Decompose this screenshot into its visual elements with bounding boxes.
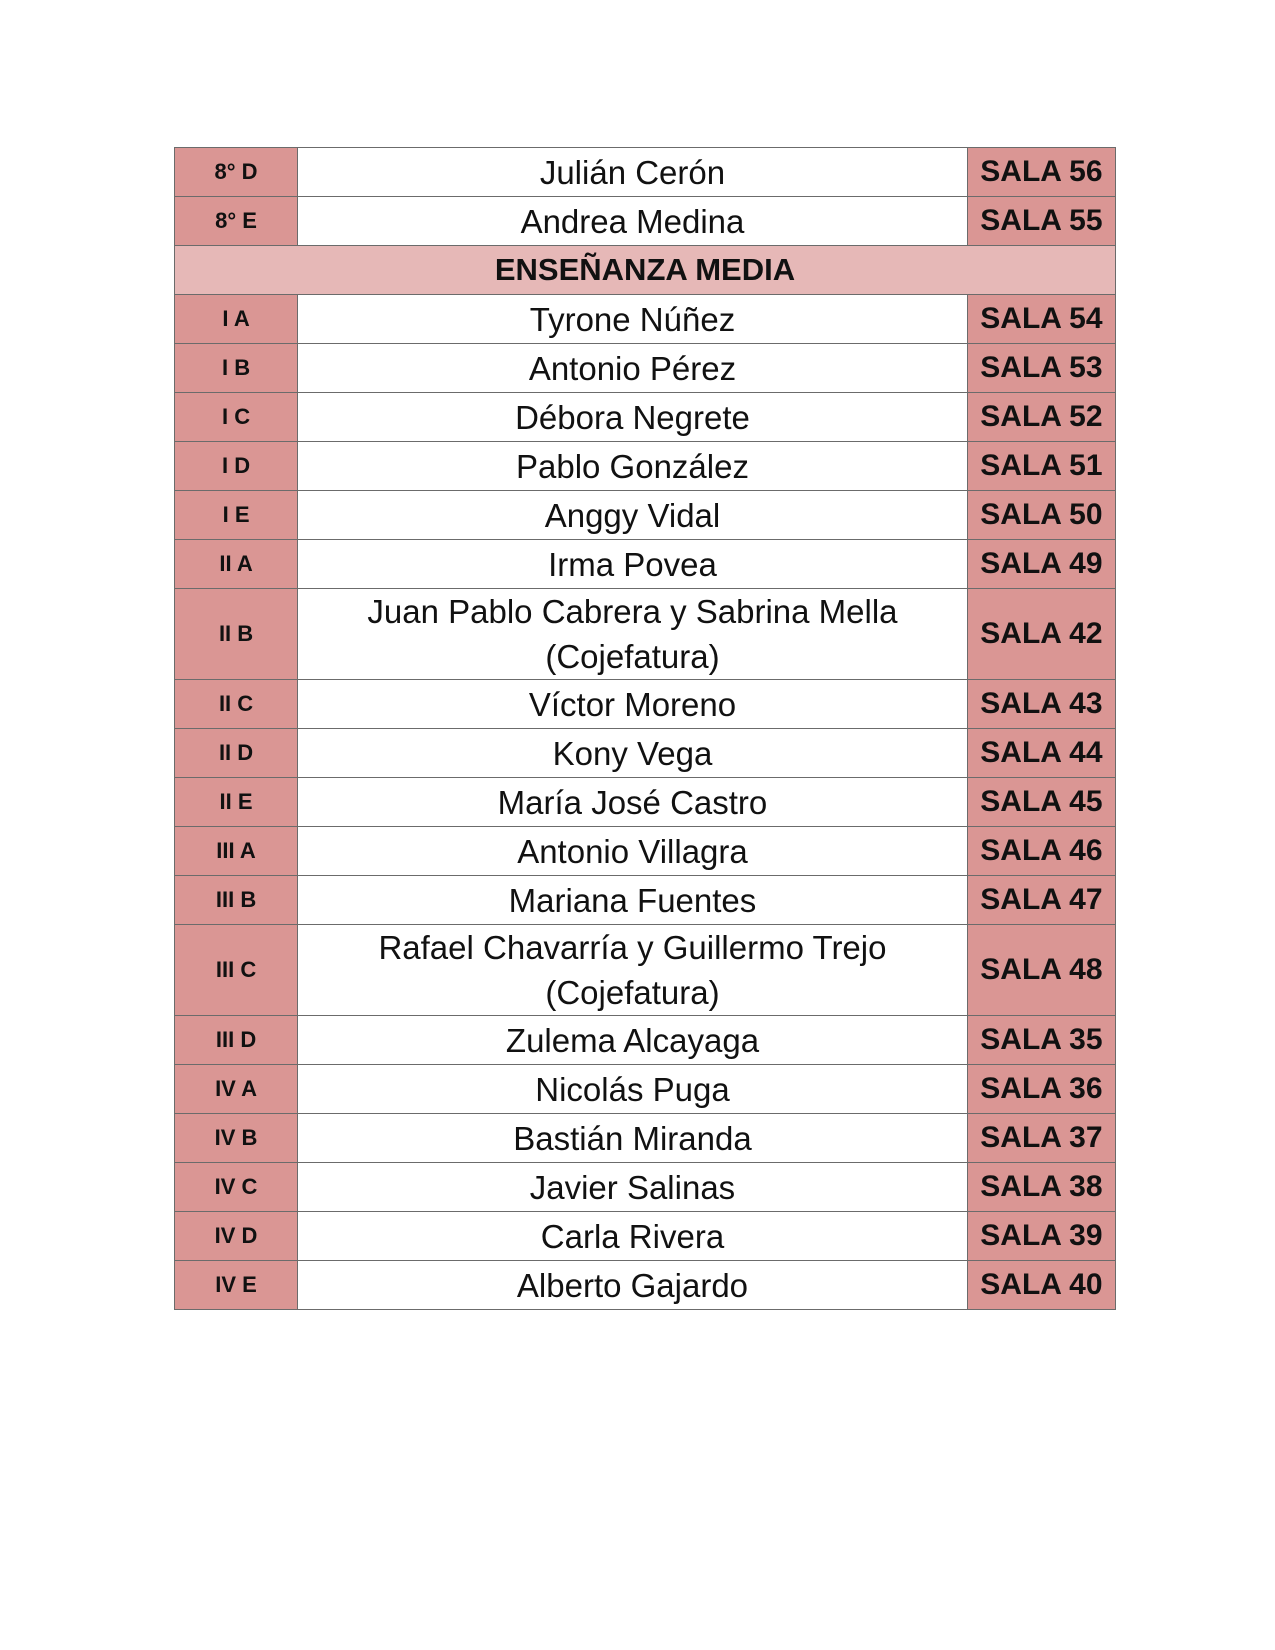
table-row bbox=[175, 393, 1116, 442]
room-cell: SALA 46 bbox=[967, 827, 1115, 876]
teacher-cell: Mariana Fuentes bbox=[298, 876, 968, 925]
course-cell: III D bbox=[175, 1016, 298, 1065]
room-cell: SALA 55 bbox=[967, 197, 1115, 246]
course-cell: II C bbox=[175, 680, 298, 729]
table-row bbox=[175, 778, 1116, 827]
teacher-cell: Bastián Miranda bbox=[298, 1114, 968, 1163]
room-cell: SALA 49 bbox=[967, 540, 1115, 589]
course-cell: II B bbox=[175, 589, 298, 680]
teacher-room-table bbox=[174, 147, 1116, 1310]
room-cell: SALA 39 bbox=[967, 1212, 1115, 1261]
course-cell: III A bbox=[175, 827, 298, 876]
table-row bbox=[175, 729, 1116, 778]
teacher-cell: Víctor Moreno bbox=[298, 680, 968, 729]
teacher-cell: Alberto Gajardo bbox=[298, 1261, 968, 1310]
table-row bbox=[175, 1016, 1116, 1065]
teacher-cell: Andrea Medina bbox=[298, 197, 968, 246]
course-cell: II D bbox=[175, 729, 298, 778]
table-row bbox=[175, 491, 1116, 540]
teacher-cell bbox=[298, 589, 968, 680]
section-title: ENSEÑANZA MEDIA bbox=[175, 246, 1116, 295]
course-cell: I C bbox=[175, 393, 298, 442]
course-cell: IV B bbox=[175, 1114, 298, 1163]
course-cell: 8° E bbox=[175, 197, 298, 246]
course-cell: III B bbox=[175, 876, 298, 925]
table-row bbox=[175, 1212, 1116, 1261]
room-cell: SALA 38 bbox=[967, 1163, 1115, 1212]
room-cell: SALA 37 bbox=[967, 1114, 1115, 1163]
course-cell: I A bbox=[175, 295, 298, 344]
room-cell: SALA 53 bbox=[967, 344, 1115, 393]
room-cell: SALA 56 bbox=[967, 148, 1115, 197]
table-row bbox=[175, 1261, 1116, 1310]
course-cell: I E bbox=[175, 491, 298, 540]
room-cell: SALA 40 bbox=[967, 1261, 1115, 1310]
teacher-cell: Javier Salinas bbox=[298, 1163, 968, 1212]
table-row bbox=[175, 442, 1116, 491]
room-cell: SALA 35 bbox=[967, 1016, 1115, 1065]
table-row bbox=[175, 295, 1116, 344]
teacher-cell bbox=[298, 925, 968, 1016]
teacher-cell: Anggy Vidal bbox=[298, 491, 968, 540]
course-cell: IV A bbox=[175, 1065, 298, 1114]
room-cell: SALA 45 bbox=[967, 778, 1115, 827]
table-row bbox=[175, 1114, 1116, 1163]
course-cell: 8° D bbox=[175, 148, 298, 197]
teacher-cell: Nicolás Puga bbox=[298, 1065, 968, 1114]
course-cell: II A bbox=[175, 540, 298, 589]
teacher-cell: Antonio Villagra bbox=[298, 827, 968, 876]
table-row bbox=[175, 344, 1116, 393]
teacher-cell: Pablo González bbox=[298, 442, 968, 491]
course-cell: IV D bbox=[175, 1212, 298, 1261]
room-cell: SALA 44 bbox=[967, 729, 1115, 778]
table-body bbox=[175, 148, 1116, 1310]
teacher-note-line: (Cojefatura) bbox=[545, 974, 720, 1011]
teacher-cell: Carla Rivera bbox=[298, 1212, 968, 1261]
course-cell: I D bbox=[175, 442, 298, 491]
table-row bbox=[175, 876, 1116, 925]
teacher-cell: María José Castro bbox=[298, 778, 968, 827]
room-cell: SALA 47 bbox=[967, 876, 1115, 925]
course-cell: III C bbox=[175, 925, 298, 1016]
teacher-name-line: Rafael Chavarría y Guillermo Trejo bbox=[378, 929, 887, 966]
table-row bbox=[175, 680, 1116, 729]
teacher-cell: Julián Cerón bbox=[298, 148, 968, 197]
course-cell: IV C bbox=[175, 1163, 298, 1212]
room-cell: SALA 50 bbox=[967, 491, 1115, 540]
room-cell: SALA 36 bbox=[967, 1065, 1115, 1114]
section-header-row bbox=[175, 246, 1116, 295]
room-cell: SALA 43 bbox=[967, 680, 1115, 729]
table-row bbox=[175, 589, 1116, 680]
room-cell: SALA 52 bbox=[967, 393, 1115, 442]
teacher-note-line: (Cojefatura) bbox=[545, 638, 720, 675]
teacher-cell: Tyrone Núñez bbox=[298, 295, 968, 344]
room-cell: SALA 48 bbox=[967, 925, 1115, 1016]
teacher-cell: Antonio Pérez bbox=[298, 344, 968, 393]
course-cell: IV E bbox=[175, 1261, 298, 1310]
teacher-cell: Débora Negrete bbox=[298, 393, 968, 442]
teacher-name-line: Juan Pablo Cabrera y Sabrina Mella bbox=[367, 593, 898, 630]
table-row bbox=[175, 540, 1116, 589]
course-cell: I B bbox=[175, 344, 298, 393]
room-cell: SALA 42 bbox=[967, 589, 1115, 680]
table-row bbox=[175, 197, 1116, 246]
table-row bbox=[175, 148, 1116, 197]
table-row bbox=[175, 1065, 1116, 1114]
table-row bbox=[175, 827, 1116, 876]
course-cell: II E bbox=[175, 778, 298, 827]
table-row bbox=[175, 925, 1116, 1016]
room-cell: SALA 54 bbox=[967, 295, 1115, 344]
teacher-cell: Zulema Alcayaga bbox=[298, 1016, 968, 1065]
teacher-cell: Kony Vega bbox=[298, 729, 968, 778]
teacher-cell: Irma Povea bbox=[298, 540, 968, 589]
table-row bbox=[175, 1163, 1116, 1212]
room-cell: SALA 51 bbox=[967, 442, 1115, 491]
